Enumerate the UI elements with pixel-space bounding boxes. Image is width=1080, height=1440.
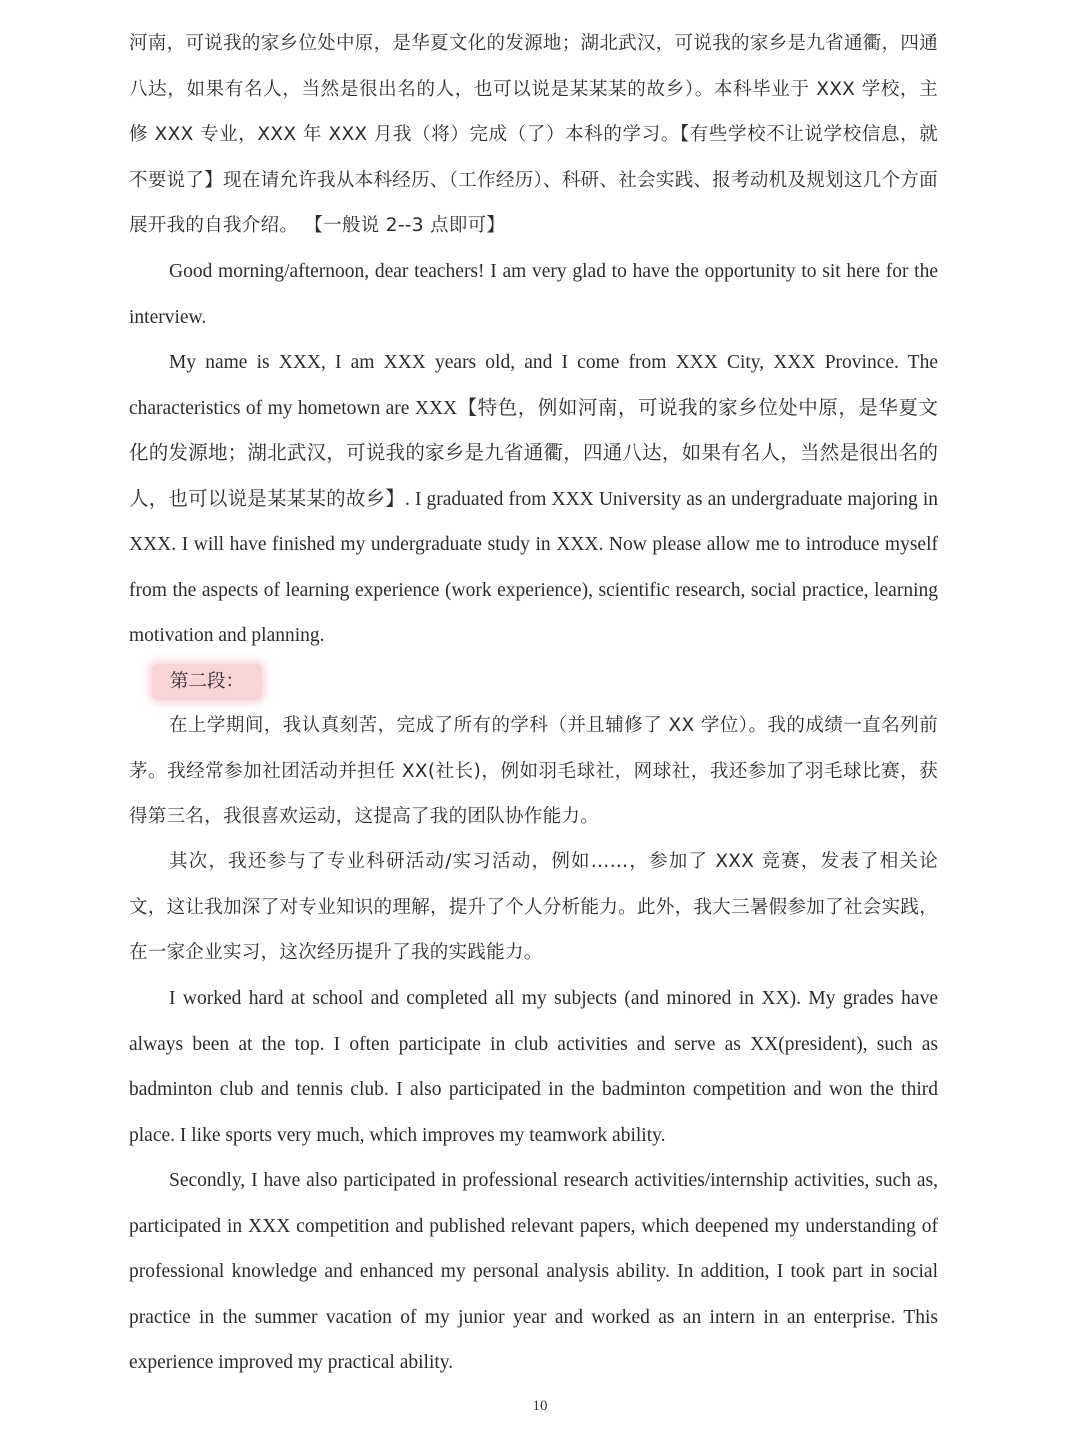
section-heading: 第二段： bbox=[170, 671, 245, 692]
paragraph-study-experience-cn: 在上学期间，我认真刻苦，完成了所有的学科（并且辅修了 XX 学位）。我的成绩一直名列前茅。我经常参加社团活动并担任 XX(社长)，例如羽毛球社，网球社，我还参加了羽毛球比赛，获得第三名，我很喜欢运动，这提高了我的团队协作能力。 bbox=[129, 715, 938, 827]
paragraph-intro-continued-cn: 河南，可说我的家乡位处中原，是华夏文化的发源地；湖北武汉，可说我的家乡是九省通衢，四通八达，如果有名人，当然是很出名的人，也可以说是某某某的故乡）。本科毕业于 XXX 学校，主修 XXX 专业，XXX 年 XXX 月我（将）完成（了）本科的学习。【有些学校不让说学校信息，就不要说了】现在请允许我从本科经历、（工作经历）、科研、社会实践、报考动机及规划这几个方面展开我的自我介绍。 【一般说 2--3 点即可】 bbox=[129, 33, 938, 236]
paragraph-research-practice-cn: 其次，我还参与了专业科研活动/实习活动，例如……，参加了 XXX 竞赛，发表了相关论文，这让我加深了对专业知识的理解，提升了个人分析能力。此外，我大三暑假参加了社会实践，在一家企业实习，这次经历提升了我的实践能力。 bbox=[129, 851, 938, 963]
paragraph-self-intro-en: My name is XXX, I am XXX years old, and I come from XXX City, XXX Province. The characteristics of my hometown are XXX【特色，例如河南，可说我的家乡位处中原，是华夏文化的发源地；湖北武汉，可说我的家乡是九省通衢，四通八达，如果有名人，当然是很出名的人，也可以说是某某某的故乡】. I graduated from XXX University as an undergraduate majoring in XXX. I will have finished my undergraduate study in XXX. Now please allow me to introduce myself from the aspects of learning experience (work experience), scientific research, social practice, learning motivation and planning. bbox=[129, 352, 938, 646]
paragraph-research-practice-en: Secondly, I have also participated in professional research activities/internship activities, such as, participated in XXX competition and published relevant papers, which deepened my understanding of professional knowledge and enhanced my personal analysis ability. In addition, I took part in social practice in the summer vacation of my junior year and worked as an intern in an enterprise. This experience improved my practical ability. bbox=[129, 1170, 938, 1373]
page-number: 10 bbox=[532, 1398, 548, 1414]
section-heading-highlight bbox=[152, 664, 262, 700]
paragraph-study-experience-en: I worked hard at school and completed all my subjects (and minored in XX). My grades have always been at the top. I often participate in club activities and serve as XX(president), such as badminton club and tennis club. I also participated in the badminton competition and won the third place. I like sports very much, which improves my teamwork ability. bbox=[129, 988, 938, 1146]
paragraph-greeting-en: Good morning/afternoon, dear teachers! I am very glad to have the opportunity to sit here for the interview. bbox=[129, 261, 938, 328]
